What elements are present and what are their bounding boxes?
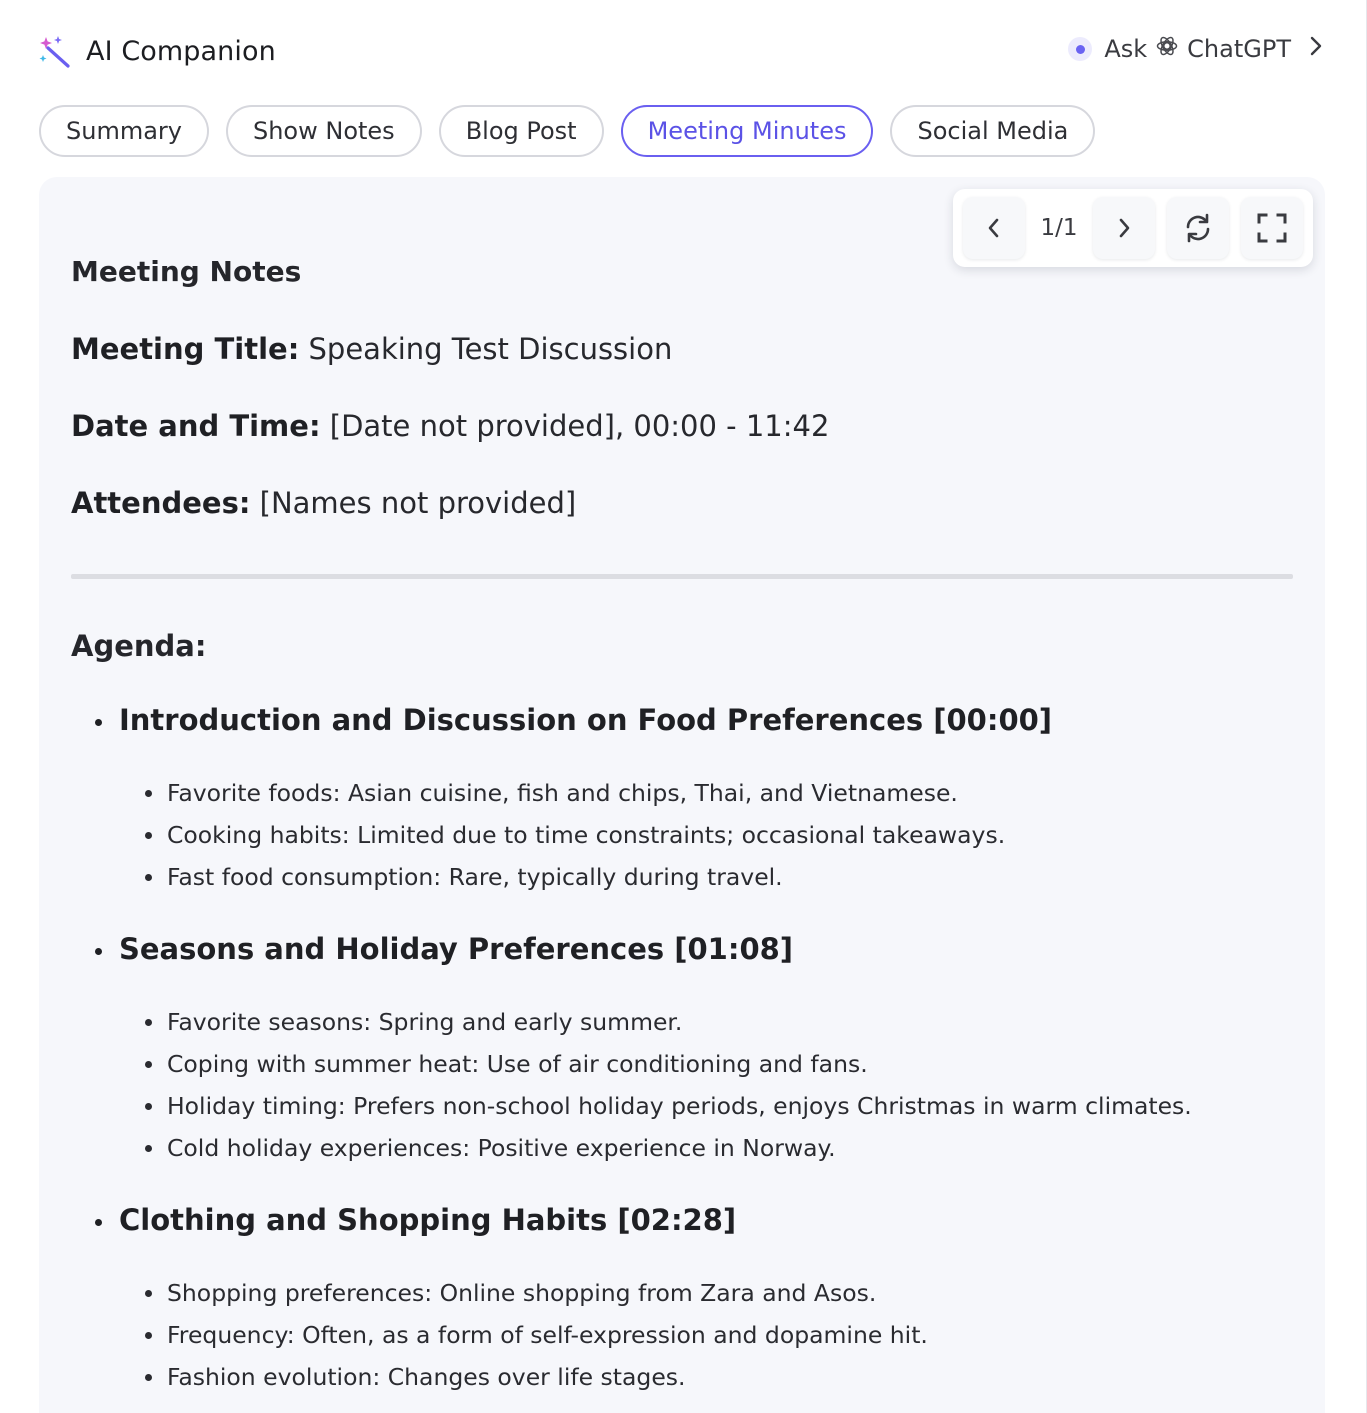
field-value: [Names not provided] — [250, 486, 577, 520]
agenda-title: Agenda: — [71, 629, 207, 663]
list-item: Favorite foods: Asian cuisine, fish and chips, Thai, and Vietnamese. — [167, 772, 1293, 814]
tab-social-media[interactable]: Social Media — [890, 105, 1095, 157]
tab-meeting-minutes[interactable]: Meeting Minutes — [621, 105, 874, 157]
list-item: Cooking habits: Limited due to time constraints; occasional takeaways. — [167, 814, 1293, 856]
field-label: Meeting Title: — [71, 332, 300, 366]
meeting-title-field — [71, 332, 1293, 366]
divider — [71, 574, 1293, 579]
list-item: Fashion evolution: Changes over life stages. — [167, 1356, 1293, 1398]
field-label: Date and Time: — [71, 409, 321, 443]
tab-show-notes[interactable]: Show Notes — [226, 105, 422, 157]
attendees-field — [71, 486, 1293, 520]
chevron-right-icon — [1309, 35, 1323, 63]
brand — [38, 34, 276, 68]
agenda-items — [167, 772, 1293, 898]
status-dot-icon — [1068, 37, 1092, 61]
agenda-items — [167, 1001, 1293, 1169]
page-indicator: 1/1 — [1040, 215, 1078, 241]
agenda-topic: Seasons and Holiday Preferences [01:08] — [119, 932, 1293, 968]
app-title: AI Companion — [86, 35, 276, 67]
chatgpt-logo-icon — [1155, 34, 1179, 64]
chatgpt-label: ChatGPT — [1187, 35, 1291, 63]
list-item: Fast food consumption: Rare, typically during travel. — [167, 856, 1293, 898]
tab-bar — [39, 105, 1095, 157]
list-item: Coping with summer heat: Use of air conditioning and fans. — [167, 1043, 1293, 1085]
date-time-field — [71, 409, 1293, 443]
tab-blog-post[interactable]: Blog Post — [439, 105, 604, 157]
notes-heading: Meeting Notes — [71, 255, 302, 288]
list-item: Cold holiday experiences: Positive experience in Norway. — [167, 1127, 1293, 1169]
sparkle-wand-icon — [38, 34, 72, 68]
ask-label: Ask — [1104, 35, 1148, 63]
list-item: Favorite seasons: Spring and early summer. — [167, 1001, 1293, 1043]
agenda-topic: Clothing and Shopping Habits [02:28] — [119, 1203, 1293, 1239]
list-item: Frequency: Often, as a form of self-expression and dopamine hit. — [167, 1314, 1293, 1356]
header — [0, 0, 1367, 100]
list-item: Shopping preferences: Online shopping from Zara and Asos. — [167, 1272, 1293, 1314]
field-label: Attendees: — [71, 486, 251, 520]
ask-chatgpt-button[interactable] — [1068, 34, 1323, 64]
list-item: Holiday timing: Prefers non-school holiday periods, enjoys Christmas in warm climates. — [167, 1085, 1293, 1127]
agenda-topic: Introduction and Discussion on Food Preferences [00:00] — [119, 703, 1293, 739]
content-panel — [39, 177, 1325, 1413]
tab-summary[interactable]: Summary — [39, 105, 209, 157]
field-value: [Date not provided], 00:00 - 11:42 — [320, 409, 830, 443]
agenda-items — [167, 1272, 1293, 1398]
field-value: Speaking Test Discussion — [299, 332, 673, 366]
meeting-minutes-content — [71, 237, 1293, 1398]
